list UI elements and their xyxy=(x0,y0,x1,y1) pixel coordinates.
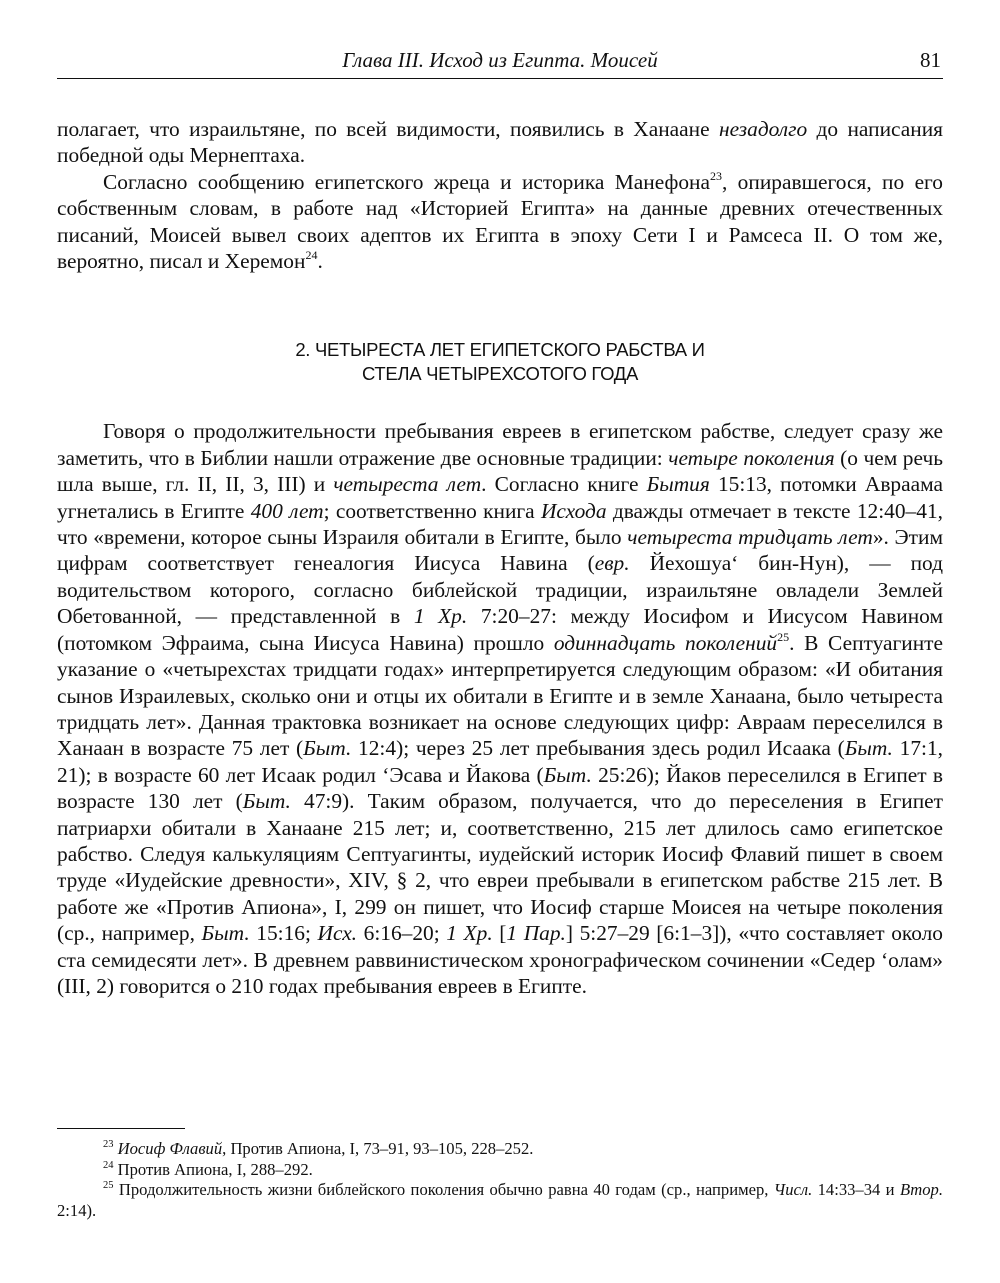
text-run: , Против Апиона, I, 73–91, 93–105, 228–252. xyxy=(222,1139,534,1158)
text-run: Йехошуа‘ бин-Нун), — под водительством которого, согласно библейской традиции, израильтяне овладели Землей Обетованной, — представленной в xyxy=(57,551,943,629)
text-run: ] 5:27–29 [6:1–3]), «что составляет около ста семидесяти лет». В древнем раввинистическом хронографическом сочинении «Седер ‘олам» (III, 2) говорится о 210 годах пребывания евреев в Египте. xyxy=(57,921,943,998)
text-run: ». Этим цифрам соответствует генеалогия Иисуса Навина ( xyxy=(57,525,943,576)
footnote-ref-25[interactable]: 25 xyxy=(777,629,790,644)
page-number: 81 xyxy=(920,48,941,72)
section-heading-line-2: СТЕЛА ЧЕТЫРЕХСОТОГО ГОДА xyxy=(361,363,639,385)
footnote-ref-23[interactable]: 23 xyxy=(709,168,722,183)
italic-run: евр. xyxy=(594,551,630,576)
italic-run: Числ. xyxy=(773,1180,813,1199)
text-run: 6:16–20; xyxy=(357,921,447,946)
text-run: 15:13, потомки Авраама угнетались в Египте xyxy=(57,472,943,523)
footnote-number: 23 xyxy=(103,1139,114,1150)
italic-run: Иосиф Флавий xyxy=(117,1139,223,1158)
text-run: Против Апиона, I, 288–292. xyxy=(117,1159,313,1179)
text-run: , опиравшегося, по его собственным словам, в работе над «Историей Египта» на данные древних отечественных писаний, Моисей вывел своих адептов их Египта в эпоху Сети I и Рамсеса II. О том же, вероятно, писал и Херемон xyxy=(57,169,943,274)
text-run: (о чем речь шла выше, гл. II, II, 3, III) и xyxy=(57,445,943,497)
footnote-25 xyxy=(57,1180,943,1221)
italic-run: четыреста тридцать лет xyxy=(627,525,873,550)
text-run: Продолжительность жизни библейского поколения обычно равна 40 годам (ср., например, xyxy=(118,1180,774,1199)
text-run: . В Септуагинте указание о «четырехстах тридцати годах» интерпретируется следующим образом: «И обитания сынов Израилевых, сколько они и отцы их обитали в Египте и в земле Ханаана, было четыреста тридцать лет». Данная трактовка возникает на основе следующих цифр: Авраам переселился в Ханаан в возрасте 75 лет ( xyxy=(57,630,943,761)
section-heading-line-1: 2. ЧЕТЫРЕСТА ЛЕТ ЕГИПЕТСКОГО РАБСТВА И xyxy=(295,339,705,361)
running-header xyxy=(57,40,943,79)
text-run: 12:4); через 25 лет пребывания здесь родил Исаака ( xyxy=(351,736,845,761)
paragraph-3 xyxy=(57,418,943,999)
text-run: 47:9). Таким образом, получается, что до переселения в Египет патриархи обитали в Ханаане 215 лет; и, соответственно, 215 лет длилось само египетское рабство. Следуя калькуляциям Септуагинты, иудейский историк Иосиф Флавий пишет в своем труде «Иудейские древности», XIV, § 2, что евреи пребывали в египетском рабстве 215 лет. В работе же «Против Апиона», I, 299 он пишет, что Иосиф старше Моисея на четыре поколения (ср., например, xyxy=(57,789,943,946)
running-title: Глава III. Исход из Египта. Моисей xyxy=(342,48,658,72)
text-run: 17:1, 21); в возрасте 60 лет Исаак родил ‘Эсава и Йакова ( xyxy=(57,736,943,787)
footnote-ref-24[interactable]: 24 xyxy=(305,248,318,263)
italic-run: 1 Хр. xyxy=(413,604,468,629)
italic-run: Бытия xyxy=(646,472,710,497)
text-run: [ xyxy=(492,921,507,946)
text-run: . xyxy=(317,249,323,274)
text-run: полагает, что израильтяне, по всей видимости, появились в Ханаане xyxy=(57,117,719,141)
text-run: Говоря о продолжительности пребывания евреев в египетском рабстве, следует сразу же заметить, что в Библии нашли отражение две основные традиции: xyxy=(57,419,943,470)
section-heading xyxy=(57,338,943,386)
italic-run: 1 Хр. xyxy=(446,921,493,946)
text-run: 25:26); Йаков переселился в Египет в возрасте 130 лет ( xyxy=(57,762,943,814)
text-run: до написания победной оды Мернептаха. xyxy=(57,117,944,168)
italic-run: Втор. xyxy=(899,1180,944,1199)
italic-run: Исхода xyxy=(540,498,607,523)
italic-run: Быт. xyxy=(844,736,893,761)
text-run: дважды отмечает в тексте 12:40–41, что «времени, которое сыны Израиля обитали в Египте, было xyxy=(57,498,943,550)
italic-run: одиннадцать поколений xyxy=(553,630,778,655)
body-text xyxy=(57,116,943,999)
italic-run: четыре поколения xyxy=(668,445,835,470)
text-run: ; соответственно книга xyxy=(323,498,541,523)
footnote-number: 25 xyxy=(103,1180,114,1191)
italic-run: Быт. xyxy=(303,736,352,761)
italic-run: четыреста лет xyxy=(333,472,482,497)
paragraph-2 xyxy=(57,169,943,275)
italic-run: Быт. xyxy=(543,762,592,787)
footnote-divider xyxy=(57,1128,185,1129)
italic-run: Быт. xyxy=(242,789,291,814)
text-run: 2:14). xyxy=(57,1200,97,1220)
italic-run: Быт. xyxy=(201,921,250,946)
footnote-23 xyxy=(57,1139,943,1160)
italic-run: 1 Пар. xyxy=(506,921,566,946)
text-run: 14:33–34 и xyxy=(812,1180,900,1199)
text-run: 15:16; xyxy=(249,921,318,946)
italic-run: незадолго xyxy=(718,117,808,141)
footnote-number: 24 xyxy=(103,1159,114,1171)
text-run: 7:20–27: между Иосифом и Иисусом Навином (потомком Эфраима, сына Иисуса Навина) прошло xyxy=(57,604,943,655)
italic-run: Исх. xyxy=(317,921,358,946)
italic-run: 400 лет xyxy=(250,498,324,523)
text-run: Согласно сообщению египетского жреца и историка Манефона xyxy=(103,169,710,194)
footnote-24 xyxy=(57,1160,943,1181)
paragraph-1 xyxy=(57,116,943,169)
text-run: . Согласно книге xyxy=(481,472,647,497)
footnotes xyxy=(57,1139,943,1221)
